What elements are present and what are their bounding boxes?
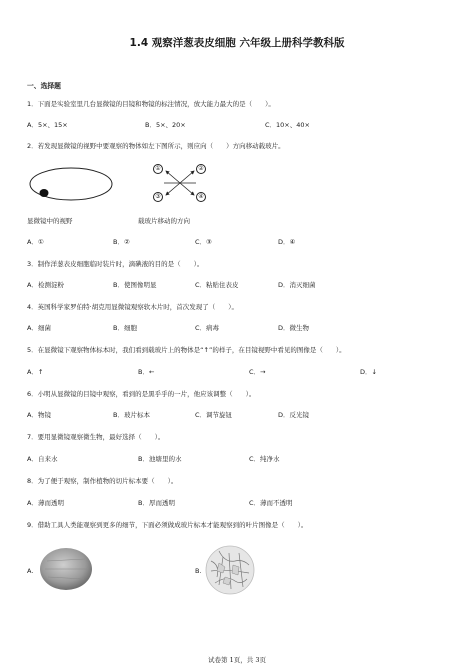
question-3-stem: 3．制作洋葱表皮细胞临时装片时，滴碘液的目的是（ ）。	[27, 260, 204, 268]
q6-option-d[interactable]: D．反光镜	[278, 411, 310, 419]
microscope-field-figure	[28, 165, 114, 203]
arrow-label-4: ④	[196, 192, 206, 202]
leaf-image-a[interactable]	[39, 547, 93, 591]
section-heading: 一、选择题	[27, 82, 61, 90]
q3-option-b[interactable]: B．使图像明显	[113, 281, 157, 289]
slide-direction-figure	[152, 161, 208, 205]
q7-option-a[interactable]: A．自来水	[27, 455, 58, 463]
q9-option-b[interactable]: B.	[195, 567, 202, 575]
q8-option-a[interactable]: A．薄而透明	[27, 499, 64, 507]
question-6-stem: 6．小明从显微镜的目镜中观察，看到的是黑乎乎的一片，他应该调整（ ）。	[27, 390, 256, 398]
q7-option-c[interactable]: C．纯净水	[249, 455, 280, 463]
leaf-image-b[interactable]	[205, 545, 255, 595]
question-8-stem: 8．为了便于观察，制作植物的切片标本要（ ）。	[27, 477, 178, 485]
arrow-label-2: ②	[196, 164, 206, 174]
question-7-stem: 7．要用显微镜观察微生物，最好选择（ ）。	[27, 433, 165, 441]
q3-option-c[interactable]: C．粘贴住表皮	[195, 281, 239, 289]
q3-option-a[interactable]: A．检测淀粉	[27, 281, 64, 289]
q2-option-a[interactable]: A．①	[27, 238, 44, 246]
q4-option-b[interactable]: B．细胞	[113, 324, 137, 332]
q5-option-d[interactable]: D．↓	[360, 368, 377, 376]
page-footer: 试卷第 1页，共 3页	[208, 656, 266, 664]
q6-option-a[interactable]: A．物镜	[27, 411, 51, 419]
q1-option-c[interactable]: C．10×、40×	[265, 121, 310, 129]
q5-option-b[interactable]: B．←	[138, 368, 155, 376]
q4-option-a[interactable]: A．细菌	[27, 324, 51, 332]
q4-option-c[interactable]: C．病毒	[195, 324, 220, 332]
q7-option-b[interactable]: B．池塘里的水	[138, 455, 182, 463]
q2-option-b[interactable]: B．②	[113, 238, 130, 246]
q4-option-d[interactable]: D．微生物	[278, 324, 310, 332]
specimen-dot	[40, 189, 49, 197]
q9-option-a[interactable]: A.	[27, 567, 34, 575]
question-1-stem: 1．下面是实验室里几台显微镜的目镜和物镜的标注情况，放大能力最大的是（ ）。	[27, 100, 275, 108]
q6-option-c[interactable]: C．调节旋钮	[195, 411, 233, 419]
page-title: 1.4 观察洋葱表皮细胞 六年级上册科学教科版	[129, 37, 345, 49]
arrow-label-1: ①	[153, 164, 163, 174]
q2-option-d[interactable]: D．④	[278, 238, 296, 246]
q2-option-c[interactable]: C．③	[195, 238, 212, 246]
figure-caption-left: 显微镜中的视野	[27, 217, 73, 225]
q3-option-d[interactable]: D．消灭细菌	[278, 281, 316, 289]
q6-option-b[interactable]: B．玻片标本	[113, 411, 150, 419]
q8-option-c[interactable]: C．薄而不透明	[249, 499, 293, 507]
q1-option-a[interactable]: A．5×、15×	[27, 121, 68, 129]
question-4-stem: 4．英国科学家罗伯特·胡克用显微镜观察软木片时，首次发现了（ ）。	[27, 303, 238, 311]
q5-option-a[interactable]: A．↑	[27, 368, 44, 376]
arrow-label-3: ③	[153, 192, 163, 202]
question-9-stem: 9．借助工具人类能观察到更多的细节，下面必须做成玻片标本才能观察到的叶片图像是（ ）。	[27, 521, 308, 529]
q8-option-b[interactable]: B．厚而透明	[138, 499, 175, 507]
question-2-stem: 2．若发现显微镜的视野中要观察的物体如左下图所示，则应向（ ）方向移动载玻片。	[27, 142, 285, 150]
figure-caption-right: 载玻片移动的方向	[138, 217, 190, 225]
question-5-stem: 5．在显微镜下观察物体标本时，我们看到载玻片上的物体是“↑”的样子，在目镜视野中看见的图像是（ ）。	[27, 346, 346, 354]
q5-option-c[interactable]: C．→	[249, 368, 266, 376]
q1-option-b[interactable]: B．5×、20×	[145, 121, 186, 129]
